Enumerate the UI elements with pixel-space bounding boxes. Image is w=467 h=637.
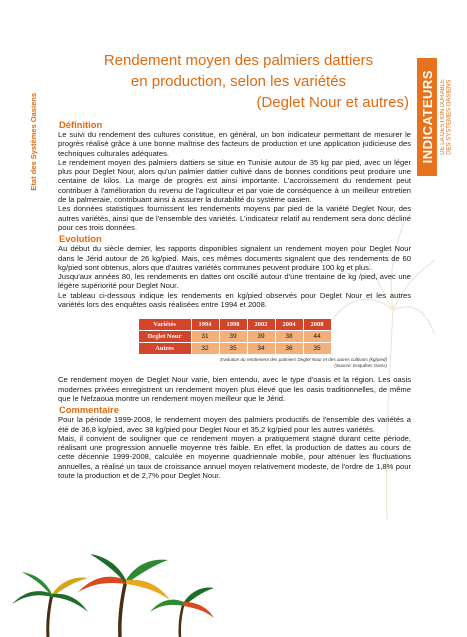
table-cell: 44	[304, 331, 331, 342]
indicator-main-text: INDICATEURS	[419, 70, 435, 164]
indicator-sub	[439, 60, 453, 174]
definition-section	[58, 119, 411, 232]
table-cell: 38	[276, 331, 303, 342]
evolution-heading: Evolution	[59, 233, 102, 245]
palm-tree-right	[150, 588, 214, 637]
table-row-label: Autres	[139, 343, 191, 354]
table-cell: 39	[248, 331, 275, 342]
title-line-3: (Deglet Nour et autres)	[256, 94, 409, 111]
commentaire-heading: Commentaire	[59, 404, 119, 416]
evolution-paragraph-1: Au début du siècle dernier, les rapports disponibles signalent un rendement moyen pour Deglet Nour dans le Jérid autour de 26 kg/pied. Mais, ces mêmes documents signalent que des rendements de 60 kg/pied sont obtenus, alors que d'autres variétés communes peuvent produire 100 kg et plus.	[58, 244, 411, 272]
table-row-label: Deglet Nour	[139, 331, 191, 342]
table-cell: 34	[248, 343, 275, 354]
evolution-paragraph-2: Jusqu'aux années 80, les rendements en dattes ont oscillé autour d'une trentaine de kg /pied, avec une légère supériorité pour Deglet Nour.	[58, 272, 411, 291]
table-row	[139, 331, 331, 342]
table-cell: 35	[220, 343, 247, 354]
yield-table	[138, 318, 332, 355]
indicator-main	[417, 58, 437, 176]
main-content	[58, 50, 411, 480]
yield-table-wrap	[58, 318, 411, 355]
table-header-cell: 1998	[220, 319, 247, 330]
title-line-2: en production, selon les variétés	[130, 73, 347, 90]
commentaire-paragraph-2: Mais, il convient de souligner que ce rendement moyen a pratiquement stagné durant cette période, réalisant une progression annuelle moyenne très faible. En effet, la production de dattes au cours de cette décennie 1999-2008, calculée en moyenne quadriennale mobile, pour atténuer les fluctuations annuelles, a réalisé un taux de croissance annuel moyen relativement modeste, de l'ordre de 1,8% pour toute la production et de 2,7% pour Deglet Nour.	[58, 433, 411, 481]
table-cell: 36	[276, 343, 303, 354]
table-header-cell: Variétés	[139, 319, 191, 330]
table-row	[139, 343, 331, 354]
definition-paragraph-1: Le suivi du rendement des cultures constitue, en général, un bon indicateur permettant de mesurer le progrès réalisé grâce à une bonne maîtrise des facteurs de production et une application judicieuse des techniques culturales adéquates.	[58, 130, 411, 158]
table-header-cell: 1994	[192, 319, 219, 330]
commentaire-paragraph-1: Pour la période 1999-2008, le rendement moyen des palmiers productifs de l'ensemble des variétés a été de 36,8 kg/pied, avec 38 kg/pied pour Deglet Nour et 35,2 kg/pied pour les autres variétés.	[58, 415, 411, 434]
evolution-section	[58, 233, 411, 309]
definition-heading: Définition	[59, 119, 103, 130]
table-header-cell: 2002	[248, 319, 275, 330]
palm-tree-center	[78, 554, 170, 637]
table-caption-line-1: Evolution du rendement des palmiers Deglet Nour et des autres cultivars (kg/pied)	[220, 357, 387, 363]
table-cell: 32	[192, 343, 219, 354]
title-line-1: Rendement moyen des palmiers dattiers	[103, 52, 374, 69]
page-title	[66, 50, 411, 113]
table-cell: 31	[192, 331, 219, 342]
table-caption	[58, 357, 387, 368]
after-table-section	[58, 375, 411, 403]
definition-paragraph-3: Les données statistiques fournissent les rendements moyens par pied de la variété Deglet Nour, des autres variétés, ainsi que de l'ensemble des variétés. L'indicateur relatif au rendement sera donc décliné pour ces trois données.	[58, 204, 411, 232]
table-header-row	[139, 319, 331, 330]
table-cell: 35	[304, 343, 331, 354]
palm-trees-illustration	[0, 542, 467, 637]
sidebar-label-text: Etat des Systèmes Oasiens	[28, 93, 38, 191]
sidebar-label	[26, 62, 40, 222]
table-caption-line-2: (Source: Enquêtes Oasis)	[334, 362, 387, 368]
table-header-cell: 2008	[304, 319, 331, 330]
table-header-cell: 2004	[276, 319, 303, 330]
left-band	[0, 0, 48, 637]
definition-paragraph-2: Le rendement moyen des palmiers dattiers se situe en Tunisie autour de 35 kg par pied, avec un léger plus pour Deglet Nour, alors qu'un palmier dattier cultivé dans de bonnes conditions peut produire une centaine de kilos. La marge de progrès est ainsi importante. L'accroissement du rendement peut contribuer à l'amélioration du revenu de l'agriculteur et par voie de conséquence à un meilleur entretien de la palmeraie, contribuant ainsi à assurer la durabilité du système oasien.	[58, 157, 411, 205]
indicator-sub-text: DE LA GESTION DURABLE DES SYSTÈMES OASIENS	[439, 79, 452, 155]
commentaire-section	[58, 404, 411, 480]
after-table-paragraph: Ce rendement moyen de Deglet Nour varie, bien entendu, avec le type d'oasis et la région. Les oasis modernes privées enregistrent un rendement moyen plus élevé que les oasis traditionnelles, de même que le Nefzaoua montre un rendement moyen meilleur que le Jérid.	[58, 375, 411, 403]
evolution-paragraph-3: Le tableau ci-dessous indique les rendements en kg/pied observés pour Deglet Nour et les autres variétés lors des enquêtes oasis réalisées entre 1994 et 2008.	[58, 290, 411, 310]
table-cell: 39	[220, 331, 247, 342]
